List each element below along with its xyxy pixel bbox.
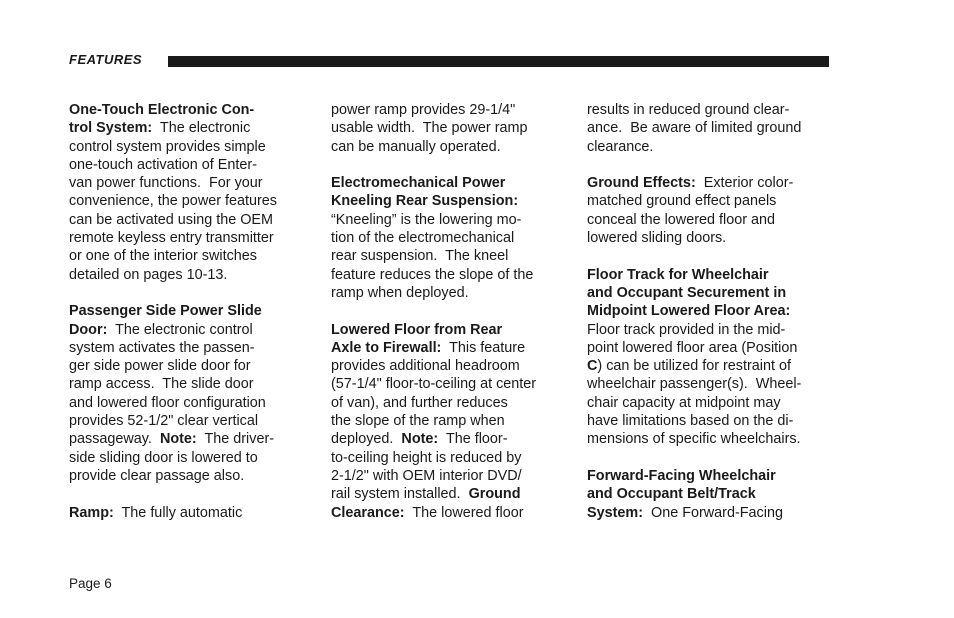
text-line bbox=[69, 229, 277, 247]
text-run: The electronic bbox=[152, 120, 251, 137]
text-run: can be activated using the OEM bbox=[69, 211, 273, 228]
bold-run: Electromechanical Power bbox=[331, 175, 506, 192]
paragraph bbox=[331, 174, 536, 302]
bold-run: One-Touch Electronic Con- bbox=[69, 102, 255, 118]
text-line bbox=[331, 485, 536, 503]
text-line bbox=[331, 394, 536, 412]
text-run: provide clear passage also. bbox=[69, 467, 245, 484]
text-line bbox=[587, 394, 801, 412]
text-line bbox=[331, 412, 536, 430]
text-run: 2-1/2" with OEM interior DVD/ bbox=[331, 467, 522, 484]
text-line bbox=[331, 467, 536, 485]
text-line bbox=[69, 211, 277, 229]
text-run: control system provides simple bbox=[69, 138, 266, 155]
bold-run: Door: bbox=[69, 321, 108, 338]
paragraph bbox=[69, 302, 277, 485]
text-run: the slope of the ramp when bbox=[331, 413, 505, 430]
text-line bbox=[69, 247, 277, 265]
text-run: This feature bbox=[441, 339, 526, 356]
text-run: rail system installed. bbox=[331, 486, 469, 503]
text-run: remote keyless entry transmitter bbox=[69, 230, 274, 247]
text-line bbox=[587, 284, 801, 302]
text-run: van power functions. For your bbox=[69, 175, 263, 192]
text-run: ramp when deployed. bbox=[331, 284, 469, 301]
text-run: chair capacity at midpoint may bbox=[587, 394, 781, 411]
bold-run: Lowered Floor from Rear bbox=[331, 321, 503, 338]
text-run: results in reduced ground clear- bbox=[587, 102, 790, 118]
page-number: Page 6 bbox=[69, 576, 112, 591]
text-line bbox=[587, 119, 801, 137]
text-line bbox=[587, 101, 801, 119]
text-line bbox=[587, 430, 801, 448]
text-run: system activates the passen- bbox=[69, 339, 255, 356]
text-run: “Kneeling” is the lowering mo- bbox=[331, 211, 522, 228]
bold-run: Ground Effects: bbox=[587, 175, 696, 192]
bold-run: Axle to Firewall: bbox=[331, 339, 442, 356]
paragraph bbox=[331, 321, 536, 522]
bold-run: Clearance: bbox=[331, 504, 405, 521]
text-run: ) can be utilized for restraint of bbox=[597, 358, 791, 375]
text-run: lowered sliding doors. bbox=[587, 230, 727, 247]
bold-run: Note: bbox=[159, 431, 197, 448]
text-run: Floor track provided in the mid- bbox=[587, 321, 786, 338]
text-line bbox=[331, 504, 536, 522]
text-run: tion of the electromechanical bbox=[331, 230, 515, 247]
section-title: FEATURES bbox=[69, 52, 143, 67]
bold-run: trol System: bbox=[69, 120, 153, 137]
text-run: rear suspension. The kneel bbox=[331, 248, 509, 265]
text-line bbox=[587, 467, 801, 485]
bold-run: and Occupant Belt/Track bbox=[587, 486, 756, 503]
text-line bbox=[69, 467, 277, 485]
bold-run: Ramp: bbox=[69, 504, 114, 521]
text-run: ramp access. The slide door bbox=[69, 376, 254, 393]
text-run: Exterior color- bbox=[695, 175, 794, 192]
text-run: wheelchair passenger(s). Wheel- bbox=[587, 376, 802, 393]
header-rule bbox=[168, 56, 829, 67]
text-run: provides 52-1/2" clear vertical bbox=[69, 413, 259, 430]
text-line bbox=[587, 138, 801, 156]
text-line bbox=[331, 339, 536, 357]
paragraph bbox=[331, 101, 536, 156]
text-line bbox=[69, 504, 277, 522]
text-line bbox=[331, 375, 536, 393]
text-line bbox=[331, 266, 536, 284]
text-run: one-touch activation of Enter- bbox=[69, 156, 257, 173]
text-line bbox=[331, 211, 536, 229]
text-run: mensions of specific wheelchairs. bbox=[587, 431, 801, 448]
text-run: power ramp provides 29-1/4" bbox=[331, 102, 516, 118]
paragraph bbox=[69, 504, 277, 522]
text-line bbox=[587, 504, 801, 522]
text-line bbox=[69, 156, 277, 174]
text-run: convenience, the power features bbox=[69, 193, 277, 210]
text-line bbox=[587, 266, 801, 284]
bold-run: Kneeling Rear Suspension: bbox=[331, 193, 519, 210]
text-line bbox=[331, 229, 536, 247]
text-run: detailed on pages 10-13. bbox=[69, 266, 228, 283]
bold-run: Floor Track for Wheelchair bbox=[587, 266, 769, 283]
text-run: feature reduces the slope of the bbox=[331, 266, 534, 283]
text-line bbox=[69, 339, 277, 357]
text-run: ger side power slide door for bbox=[69, 358, 251, 375]
text-run: deployed. bbox=[331, 431, 402, 448]
text-run: ance. Be aware of limited ground bbox=[587, 120, 802, 137]
text-run: of van), and further reduces bbox=[331, 394, 508, 411]
text-run: side sliding door is lowered to bbox=[69, 449, 258, 466]
text-run: usable width. The power ramp bbox=[331, 120, 528, 137]
text-line bbox=[69, 375, 277, 393]
text-run: point lowered floor area (Position bbox=[587, 339, 798, 356]
paragraph bbox=[587, 101, 801, 156]
text-run: One Forward-Facing bbox=[643, 504, 783, 521]
text-column-2 bbox=[331, 101, 536, 540]
text-line bbox=[69, 302, 277, 320]
bold-run: Note: bbox=[401, 431, 439, 448]
text-run: can be manually operated. bbox=[331, 138, 501, 155]
text-line bbox=[69, 394, 277, 412]
text-line bbox=[69, 138, 277, 156]
text-column-3 bbox=[587, 101, 801, 540]
text-line bbox=[331, 192, 536, 210]
text-line bbox=[69, 412, 277, 430]
text-line bbox=[331, 119, 536, 137]
text-line bbox=[587, 302, 801, 320]
text-line bbox=[69, 266, 277, 284]
text-run: The driver- bbox=[196, 431, 275, 448]
text-line bbox=[331, 321, 536, 339]
text-column-1 bbox=[69, 101, 277, 540]
paragraph bbox=[69, 101, 277, 284]
text-line bbox=[587, 321, 801, 339]
paragraph bbox=[587, 467, 801, 522]
text-line bbox=[331, 357, 536, 375]
text-line bbox=[69, 430, 277, 448]
text-run: The floor- bbox=[438, 431, 508, 448]
bold-run: Ground bbox=[468, 486, 521, 503]
text-line bbox=[331, 430, 536, 448]
paragraph bbox=[587, 266, 801, 449]
text-line bbox=[587, 375, 801, 393]
text-run: The fully automatic bbox=[113, 504, 243, 521]
text-run: or one of the interior switches bbox=[69, 248, 257, 265]
text-line bbox=[587, 412, 801, 430]
text-line bbox=[69, 321, 277, 339]
text-run: The lowered floor bbox=[404, 504, 524, 521]
text-line bbox=[331, 247, 536, 265]
text-line bbox=[69, 119, 277, 137]
text-run: passageway. bbox=[69, 431, 160, 448]
bold-run: Passenger Side Power Slide bbox=[69, 303, 262, 320]
text-line bbox=[587, 339, 801, 357]
text-line bbox=[587, 211, 801, 229]
bold-run: System: bbox=[587, 504, 643, 521]
text-run: to-ceiling height is reduced by bbox=[331, 449, 522, 466]
text-run: The electronic control bbox=[107, 321, 253, 338]
text-run: matched ground effect panels bbox=[587, 193, 777, 210]
text-line bbox=[587, 174, 801, 192]
text-run: (57-1/4" floor-to-ceiling at center bbox=[331, 376, 537, 393]
bold-run: and Occupant Securement in bbox=[587, 284, 787, 301]
text-line bbox=[587, 192, 801, 210]
text-run: have limitations based on the di- bbox=[587, 413, 794, 430]
text-line bbox=[69, 449, 277, 467]
text-line bbox=[331, 449, 536, 467]
text-run: provides additional headroom bbox=[331, 358, 520, 375]
text-run: conceal the lowered floor and bbox=[587, 211, 775, 228]
text-line bbox=[331, 138, 536, 156]
bold-run: Forward-Facing Wheelchair bbox=[587, 467, 776, 484]
bold-run: C bbox=[587, 358, 598, 375]
text-line bbox=[587, 229, 801, 247]
text-line bbox=[69, 174, 277, 192]
text-line bbox=[69, 101, 277, 119]
text-line bbox=[587, 357, 801, 375]
text-line bbox=[69, 192, 277, 210]
text-run: clearance. bbox=[587, 138, 654, 155]
text-run: and lowered floor configuration bbox=[69, 394, 266, 411]
text-line bbox=[69, 357, 277, 375]
text-line bbox=[587, 485, 801, 503]
text-line bbox=[331, 174, 536, 192]
paragraph bbox=[587, 174, 801, 247]
text-line bbox=[331, 101, 536, 119]
bold-run: Midpoint Lowered Floor Area: bbox=[587, 303, 791, 320]
text-line bbox=[331, 284, 536, 302]
